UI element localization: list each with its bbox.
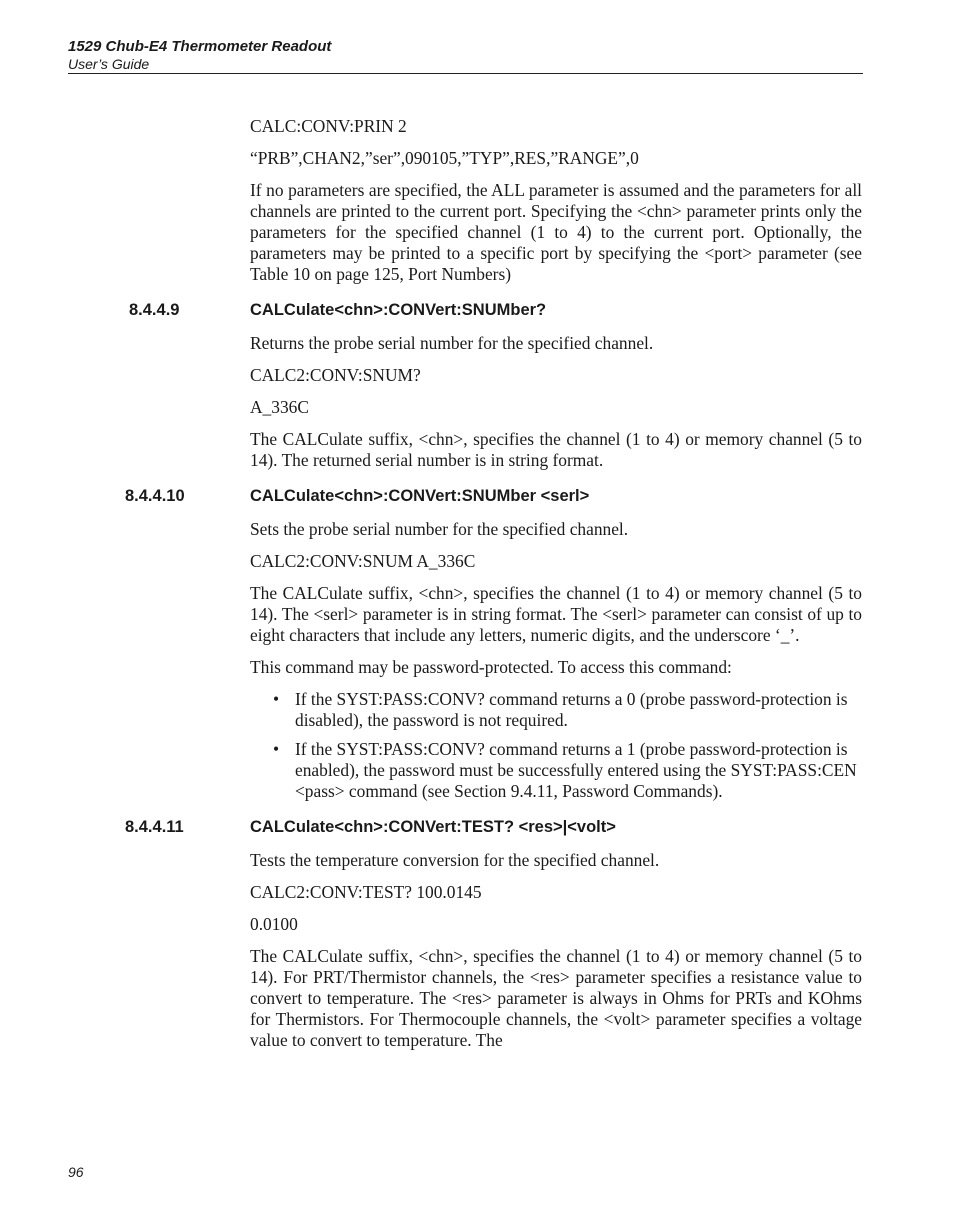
paragraph: If no parameters are specified, the ALL parameter is assumed and the parameters for all channels are printed to the current port. Specifying the <chn> parameter prints only the parameters for the specified channel (1 to 4) to the current port. Optionally, the parameters may be printed to a specific port by specifying the <port> parameter (see Table 10 on page 125, Port Numbers) <box>250 180 862 284</box>
page-header <box>68 38 863 74</box>
paragraph: The CALCulate suffix, <chn>, specifies the channel (1 to 4) or memory channel (5 to 14). The <serl> parameter is in string format. The <serl> parameter can consist of up to eight characters that include any letters, numeric digits, and the underscore ‘_’. <box>250 583 862 645</box>
command-example: CALC:CONV:PRIN 2 <box>250 116 407 136</box>
paragraph: This command may be password-protected. To access this command: <box>250 657 732 677</box>
section-title: CALCulate<chn>:CONVert:TEST? <res>|<volt> <box>250 818 616 836</box>
command-response: “PRB”,CHAN2,”ser”,090105,”TYP”,RES,”RANGE”,0 <box>250 148 639 168</box>
list-item-text: If the SYST:PASS:CONV? command returns a 1 (probe password-protection is enabled), the password must be successfully entered using the SYST:PASS:CEN <pass> command (see Section 9.4.11, Password Commands). <box>295 739 857 801</box>
bullet-icon: • <box>273 689 280 709</box>
paragraph: Returns the probe serial number for the specified channel. <box>250 333 654 353</box>
command-response: A_336C <box>250 397 309 417</box>
section-title: CALCulate<chn>:CONVert:SNUMber <serl> <box>250 487 590 505</box>
manual-title: 1529 Chub-E4 Thermometer Readout <box>68 38 332 55</box>
section-heading <box>0 817 954 838</box>
section-heading <box>0 486 954 507</box>
command-example: CALC2:CONV:SNUM A_336C <box>250 551 476 571</box>
paragraph: The CALCulate suffix, <chn>, specifies the channel (1 to 4) or memory channel (5 to 14). The returned serial number is in string format. <box>250 429 862 470</box>
section-heading <box>0 300 954 321</box>
paragraph: The CALCulate suffix, <chn>, specifies the channel (1 to 4) or memory channel (5 to 14). For PRT/Thermistor channels, the <res> parameter specifies a resistance value to convert to temperature. The <res> parameter is always in Ohms for PRTs and KOhms for Thermistors. For Thermocouple channels, the <volt> parameter specifies a voltage value to convert to temperature. The <box>250 946 862 1050</box>
list-item <box>273 689 862 731</box>
command-example: CALC2:CONV:SNUM? <box>250 365 421 385</box>
list-item <box>273 739 862 802</box>
section-number: 8.4.4.11 <box>125 818 184 836</box>
command-response: 0.0100 <box>250 914 298 934</box>
page-content <box>0 116 954 1062</box>
paragraph: Tests the temperature conversion for the specified channel. <box>250 850 660 870</box>
list-item-text: If the SYST:PASS:CONV? command returns a 0 (probe password-protection is disabled), the password is not required. <box>295 689 848 730</box>
bullet-list <box>0 689 954 802</box>
section-number: 8.4.4.9 <box>129 301 180 319</box>
bullet-icon: • <box>273 739 280 759</box>
section-title: CALCulate<chn>:CONVert:SNUMber? <box>250 301 547 319</box>
section-number: 8.4.4.10 <box>125 487 185 505</box>
manual-subtitle: User’s Guide <box>68 56 150 72</box>
paragraph: Sets the probe serial number for the specified channel. <box>250 519 629 539</box>
command-example: CALC2:CONV:TEST? 100.0145 <box>250 882 482 902</box>
page-number: 96 <box>68 1164 84 1180</box>
